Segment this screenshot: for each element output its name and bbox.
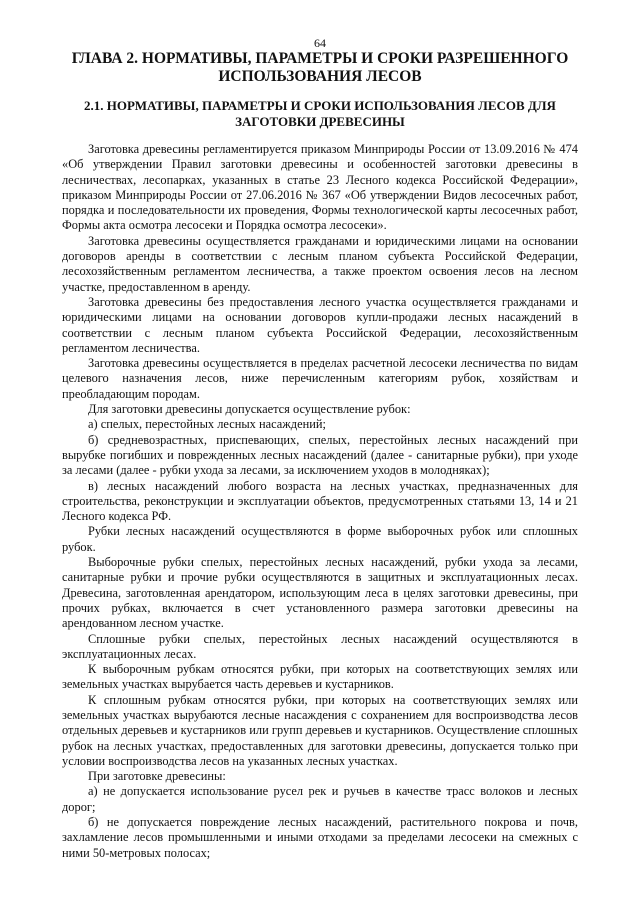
paragraph: Заготовка древесины осуществляется в пределах расчетной лесосеки лесничества по видам целевого назначения лесов, ниже перечисленным категориям рубок, хозяйствам и преобладающим породам. — [62, 356, 578, 401]
paragraph: К выборочным рубкам относятся рубки, при которых на соответствующих землях или земельных участках вырубается часть деревьев и кустарников. — [62, 662, 578, 692]
list-item: б) не допускается повреждение лесных насаждений, растительного покрова и почв, захламление лесов промышленными и иными отходами за пределами лесосеки на смежных с ними 50-метровых полосах; — [62, 815, 578, 860]
paragraph: Для заготовки древесины допускается осуществление рубок: — [88, 402, 411, 417]
paragraph: При заготовке древесины: — [88, 769, 226, 784]
page-number: 64 — [314, 36, 326, 50]
list-item: а) не допускается использование русел рек и ручьев в качестве трасс волоков и лесных дорог; — [62, 784, 578, 814]
body-text — [62, 142, 578, 861]
paragraph: Заготовка древесины без предоставления лесного участка осуществляется гражданами и юридическими лицами на основании договоров купли-продажи лесных насаждений в соответствии с лесным планом субъекта Российской Федерации, лесохозяйственным регламентом лесничества. — [62, 294, 578, 355]
chapter-title: ГЛАВА 2. НОРМАТИВЫ, ПАРАМЕТРЫ И СРОКИ РАЗРЕШЕННОГО ИСПОЛЬЗОВАНИЯ ЛЕСОВ — [71, 50, 569, 85]
list-item: в) лесных насаждений любого возраста на лесных участках, предназначенных для строительства, реконструкции и эксплуатации объектов, предусмотренных статьями 13, 14 и 21 Лесного кодекса РФ. — [62, 478, 578, 524]
list-item: а) спелых, перестойных лесных насаждений; — [88, 417, 326, 432]
paragraph: Заготовка древесины регламентируется приказом Минприроды России от 13.09.2016 № 474 «Об утверждении Правил заготовки древесины и особенностей заготовки древесины в лесничествах, лесопарках, указанных в статье 23 Лесного кодекса Российской Федерации», приказом Минприроды России от 27.06.2016 № 367 «Об утверждении Видов лесосечных работ, порядка и последовательности их проведения, Формы технологической карты лесосечных работ, Формы акта осмотра лесосеки и Порядка осмотра лесосеки». — [62, 142, 578, 233]
section-title: 2.1. НОРМАТИВЫ, ПАРАМЕТРЫ И СРОКИ ИСПОЛЬЗОВАНИЯ ЛЕСОВ ДЛЯ ЗАГОТОВКИ ДРЕВЕСИНЫ — [84, 98, 556, 129]
paragraph: К сплошным рубкам относятся рубки, при которых на соответствующих землях или земельных участках вырубаются лесные насаждения с сохранением для воспроизводства лесов отдельных деревьев и кустарников или групп деревьев и кустарников. Осуществление сплошных рубок на лесных участках, предоставленных для заготовки древесины, допускается только при условии воспроизводства лесов на указанных лесных участках. — [62, 692, 578, 768]
list-item: б) средневозрастных, приспевающих, спелых, перестойных лесных насаждений при вырубке погибших и поврежденных лесных насаждений (далее - санитарные рубки), при уходе за лесами (далее - рубки ухода за лесами, за исключением уходов в молодняках); — [62, 432, 578, 478]
paragraph: Выборочные рубки спелых, перестойных лесных насаждений, рубки ухода за лесами, санитарные рубки и прочие рубки осуществляются в защитных и эксплуатационных лесах. Древесина, заготовленная арендатором, использующим леса в целях заготовки древесины, при прочих рубках, включается в счет установленного размера заготовки древесины на арендованном лесном участке. — [62, 555, 578, 631]
paragraph: Рубки лесных насаждений осуществляются в форме выборочных рубок или сплошных рубок. — [62, 524, 578, 554]
paragraph: Заготовка древесины осуществляется гражданами и юридическими лицами на основании договоров аренды в соответствии с лесным планом субъекта Российской Федерации, лесохозяйственным регламентом лесничества, а также проектом освоения лесов на лесном участке, предоставленном в аренду. — [62, 233, 578, 294]
paragraph: Сплошные рубки спелых, перестойных лесных насаждений осуществляются в эксплуатационных лесах. — [62, 631, 578, 661]
